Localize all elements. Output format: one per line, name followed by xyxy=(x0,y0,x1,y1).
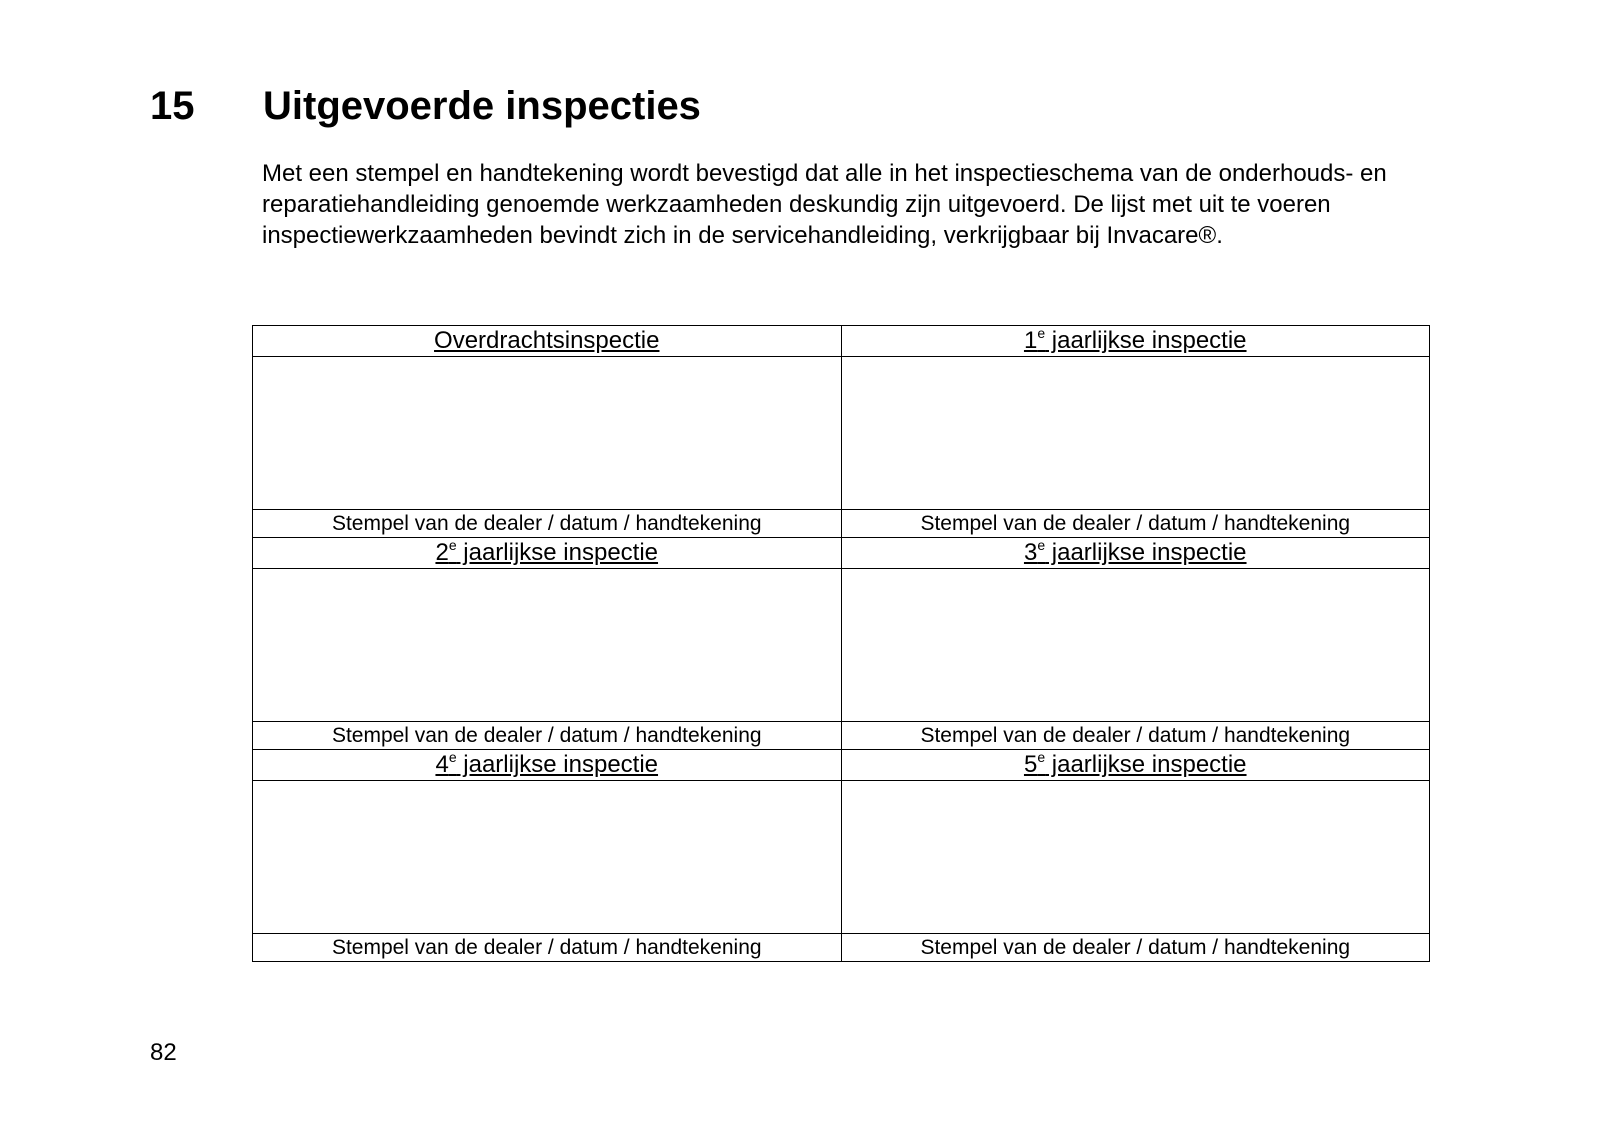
inspection-title: 4e jaarlijkse inspectie xyxy=(435,749,659,778)
table-caption-row xyxy=(253,722,1430,750)
inspection-title-cell xyxy=(841,538,1430,569)
inspection-title: 2e jaarlijkse inspectie xyxy=(435,537,659,566)
inspection-title: Overdrachtsinspectie xyxy=(434,327,660,354)
section-heading xyxy=(150,78,701,134)
inspection-title: 3e jaarlijkse inspectie xyxy=(1023,537,1247,566)
table-stamp-row xyxy=(253,781,1430,934)
inspection-title: 1e jaarlijkse inspectie xyxy=(1023,325,1247,354)
table-caption-row xyxy=(253,510,1430,538)
stamp-area[interactable] xyxy=(253,569,842,722)
stamp-caption: Stempel van de dealer / datum / handtekening xyxy=(841,934,1430,962)
table-caption-row xyxy=(253,934,1430,962)
table-title-row xyxy=(253,750,1430,781)
stamp-area[interactable] xyxy=(253,357,842,510)
table-stamp-row xyxy=(253,357,1430,510)
stamp-area[interactable] xyxy=(841,781,1430,934)
stamp-caption: Stempel van de dealer / datum / handtekening xyxy=(841,722,1430,750)
intro-paragraph: Met een stempel en handtekening wordt bevestigd dat alle in het inspectieschema van de onderhouds- en reparatiehandleiding genoemde werkzaamheden deskundig zijn uitgevoerd. De lijst met uit te voeren inspectiewerkzaamheden bevindt zich in de servicehandleiding, verkrijgbaar bij Invacare®. xyxy=(262,160,1387,249)
stamp-caption: Stempel van de dealer / datum / handtekening xyxy=(253,722,842,750)
table-stamp-row xyxy=(253,569,1430,722)
inspections-table xyxy=(252,325,1430,962)
stamp-area[interactable] xyxy=(841,357,1430,510)
inspection-title-cell xyxy=(841,326,1430,357)
inspection-title-cell xyxy=(253,326,842,357)
section-title: Uitgevoerde inspecties xyxy=(263,84,701,128)
stamp-caption: Stempel van de dealer / datum / handtekening xyxy=(253,510,842,538)
inspection-title-cell xyxy=(253,750,842,781)
section-number: 15 xyxy=(150,84,195,128)
stamp-caption: Stempel van de dealer / datum / handtekening xyxy=(841,510,1430,538)
inspection-title: 5e jaarlijkse inspectie xyxy=(1023,749,1247,778)
table-title-row xyxy=(253,538,1430,569)
inspection-title-cell xyxy=(841,750,1430,781)
table-title-row xyxy=(253,326,1430,357)
page-number: 82 xyxy=(150,1039,177,1066)
stamp-area[interactable] xyxy=(253,781,842,934)
stamp-area[interactable] xyxy=(841,569,1430,722)
inspection-title-cell xyxy=(253,538,842,569)
stamp-caption: Stempel van de dealer / datum / handtekening xyxy=(253,934,842,962)
